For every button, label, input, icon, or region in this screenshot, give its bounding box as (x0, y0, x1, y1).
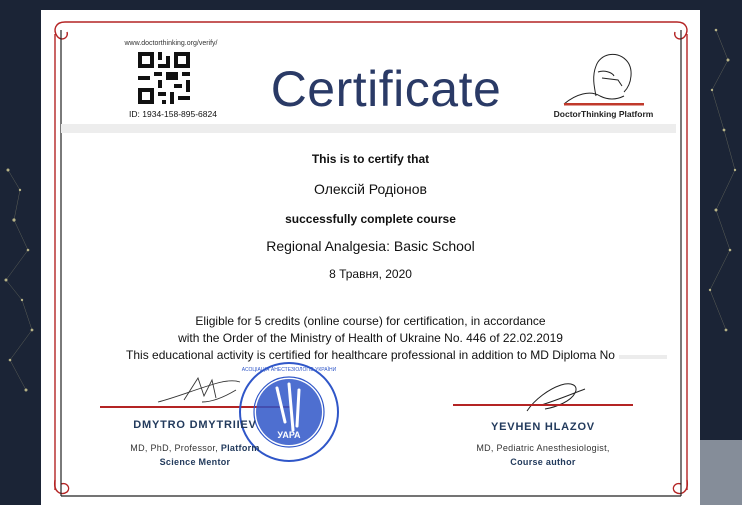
signer-1-role: MD, PhD, Professor, Platform (130, 443, 260, 453)
recipient-name: Олексій Родіонов (313, 181, 427, 197)
signer-1-title: Science Mentor (159, 457, 231, 467)
svg-text:АСОЦІАЦІЯ АНЕСТЕЗІОЛОГІВ УКРАЇ: АСОЦІАЦІЯ АНЕСТЕЗІОЛОГІВ УКРАЇНИ (241, 367, 337, 373)
diploma-number-blank (619, 355, 667, 359)
completion-date: 8 Травня, 2020 (329, 267, 412, 281)
signer-2-role: MD, Pediatric Anesthesiologist, (476, 443, 610, 453)
eligibility-line-1: Eligible for 5 credits (online course) for certification, in accordance (195, 314, 546, 328)
certificate-paper (41, 10, 700, 505)
course-name: Regional Analgesia: Basic School (266, 238, 475, 254)
certificate-id: ID: 1934-158-895-6824 (129, 109, 217, 119)
signer-2-title: Course author (510, 457, 576, 467)
signature-line-right (453, 404, 633, 406)
signature-dmytriiev (154, 372, 244, 408)
header-divider (61, 124, 676, 133)
completion-text: successfully complete course (285, 212, 456, 226)
eligibility-line-2: with the Order of the Ministry of Health of Ukraine No. 446 of 22.02.2019 (178, 331, 563, 345)
signature-hlazov (521, 375, 591, 415)
brand-name: DoctorThinking Platform (553, 109, 654, 119)
certify-intro: This is to certify that (311, 152, 430, 166)
signer-1-name: DMYTRO DMYTRIIEV (133, 419, 257, 431)
verify-url[interactable]: www.doctorthinking.org/verify/ (124, 40, 218, 47)
signer-2-name: YEVHEN HLAZOV (491, 421, 595, 433)
certificate-title: Certificate (270, 61, 502, 117)
qr-code[interactable] (138, 52, 190, 104)
svg-text:УАРА: УАРА (277, 430, 301, 440)
doctorthinking-logo-icon (556, 46, 651, 108)
eligibility-line-3: This educational activity is certified for healthcare professional in addition to MD Diploma No (126, 348, 615, 362)
